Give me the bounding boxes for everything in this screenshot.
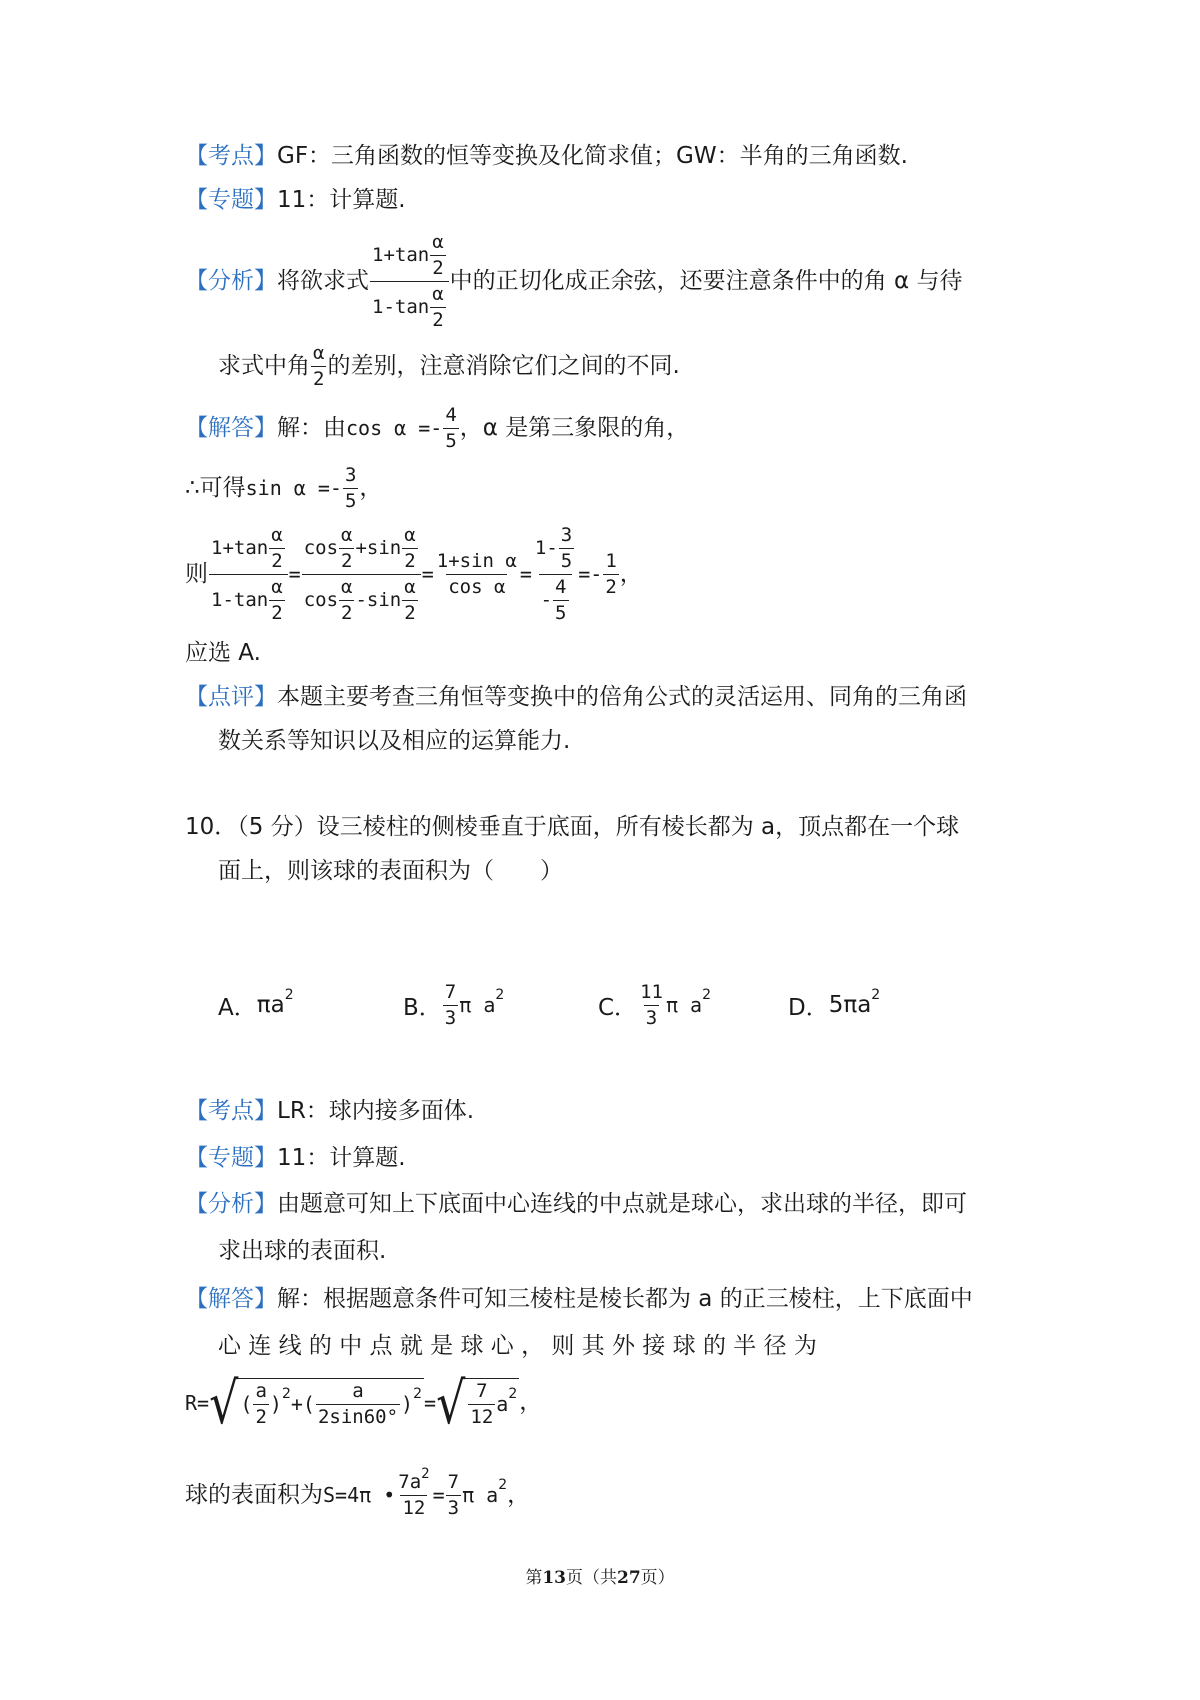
five: 5: [555, 601, 567, 624]
cos-text: cos: [303, 588, 339, 611]
kaodian-line-1: [185, 145, 908, 168]
fenxi-line2-pre: 求式中角: [218, 352, 310, 379]
frac-num-text: 1+tan: [211, 536, 269, 559]
sup: 2: [281, 1386, 291, 1403]
alpha: α: [404, 524, 416, 546]
two: 2: [404, 601, 416, 624]
a-over-2sin60: [316, 1381, 400, 1428]
jieda-text2: 心 连 线 的 中 点 就 是 球 心 ， 则 其 外 接 球 的 半 径 为: [218, 1333, 817, 1359]
tan-fraction: [209, 525, 288, 624]
seven: 7: [476, 1380, 488, 1402]
two: 2: [404, 549, 416, 572]
choice-b-fraction: [443, 982, 458, 1029]
three: 3: [447, 1496, 460, 1519]
cos-sin-fraction: [302, 525, 421, 624]
equals: =: [424, 1390, 437, 1415]
radical-sign: √: [436, 1369, 466, 1437]
half-angle: [430, 284, 445, 331]
sqrt-1: [209, 1369, 424, 1437]
seven: 7: [447, 1471, 460, 1493]
zhuanti-tag: 【专题】: [185, 187, 277, 213]
fenxi-text: 由题意可知上下底面中心连线的中点就是球心，求出球的半径，即可: [277, 1191, 967, 1217]
fenxi-line-2: [218, 343, 680, 390]
two: 2: [271, 601, 283, 624]
zhuanti-line-2: [185, 1147, 406, 1170]
choice-d-label: D．: [788, 994, 829, 1021]
equation-chain: [185, 525, 643, 624]
three: 3: [560, 524, 573, 546]
twelve: 12: [402, 1496, 426, 1519]
kaodian-text: GF：三角函数的恒等变换及化简求值；GW：半角的三角函数.: [277, 143, 908, 169]
numeric-fraction: [533, 525, 577, 624]
choice-c-fraction: [638, 982, 665, 1029]
jieda-line-2a: [185, 1288, 973, 1311]
one-plus-sin: 1+sin α: [436, 549, 517, 572]
comma: ，: [519, 1389, 543, 1416]
jieda-text: 解：根据题意条件可知三棱柱是棱长都为 a 的正三棱柱，上下底面中: [277, 1286, 973, 1312]
five: 5: [560, 549, 573, 572]
equals: =: [432, 1483, 445, 1508]
alpha: α: [404, 575, 416, 598]
surface-pre: 球的表面积为: [185, 1481, 323, 1508]
radical-sign: √: [209, 1369, 239, 1437]
plus: +: [290, 1392, 303, 1417]
frac-den-text: 1-tan: [372, 295, 430, 318]
equals: =: [519, 562, 532, 587]
num: 7: [444, 981, 457, 1003]
choice-b-label: B．: [403, 994, 442, 1021]
one-half: [603, 551, 618, 598]
jieda-tag: 【解答】: [185, 414, 277, 441]
ze: 则: [185, 560, 208, 587]
alpha: α: [432, 231, 444, 253]
lparen: (: [302, 1392, 315, 1417]
one: 1: [605, 549, 617, 572]
five: 5: [344, 489, 357, 512]
therefore: ∴可得: [185, 474, 246, 501]
two: 2: [341, 549, 353, 572]
cos-alpha: cos α: [448, 575, 506, 598]
result-post: ，: [619, 560, 643, 587]
jieda-tag: 【解答】: [185, 1286, 277, 1312]
choice-c[interactable]: [598, 982, 788, 1029]
kaodian-line-2: [185, 1100, 474, 1123]
num: 11: [640, 981, 663, 1003]
sqrt-body: [465, 1378, 519, 1428]
choice-a-text: πa: [256, 992, 285, 1019]
choice-c-label: C．: [598, 994, 638, 1021]
frac-num-text: 1+tan: [372, 243, 430, 266]
three: 3: [344, 464, 357, 486]
fenxi-line-1: [185, 232, 962, 331]
jieda-line-1: [185, 405, 689, 452]
choice-d[interactable]: [788, 989, 880, 1022]
alpha: α: [432, 282, 444, 305]
a: a: [352, 1380, 364, 1402]
equals: =: [288, 562, 301, 587]
equals: =: [421, 562, 434, 587]
fenxi-text2: 求出球的表面积.: [218, 1238, 387, 1264]
fenxi-line2-post: 的差别，注意消除它们之间的不同.: [327, 352, 680, 379]
choice-b[interactable]: [403, 982, 598, 1029]
a-over-2: [253, 1381, 268, 1428]
zhuanti-line-1: [185, 189, 406, 212]
jieda-pre: 解：由: [277, 414, 346, 441]
sqrt-2: [436, 1369, 519, 1437]
one-minus: 1-: [534, 536, 558, 559]
seven-a: 7a: [398, 1471, 422, 1493]
choice-d-text: 5πa: [828, 992, 872, 1019]
dianping-text: 本题主要考查三角恒等变换中的倍角公式的灵活运用、同角的三角函: [277, 684, 967, 710]
a: a: [255, 1380, 267, 1402]
yingxuan: 应选 A.: [185, 640, 261, 666]
dianping-text2: 数关系等知识以及相应的运算能力.: [218, 728, 571, 754]
sin-line: [185, 465, 382, 512]
cos-text: cos: [303, 536, 339, 559]
two: 2: [432, 308, 444, 331]
seven-thirds: [446, 1472, 461, 1519]
zhuanti-tag: 【专题】: [185, 1145, 277, 1171]
choices-row: [218, 982, 1038, 1029]
neg: -: [540, 588, 553, 611]
alpha: α: [271, 524, 283, 546]
sup: 2: [498, 1477, 508, 1494]
two: 2: [605, 575, 617, 598]
alpha: α: [341, 524, 353, 546]
four-fifths: [443, 405, 458, 452]
zhuanti-text: 11：计算题.: [277, 187, 406, 213]
kaodian-tag: 【考点】: [185, 1098, 277, 1124]
footer-pre: 第: [525, 1568, 543, 1588]
sqrt-body: [238, 1378, 424, 1428]
choice-a-label: A．: [218, 994, 257, 1021]
plus-sin-text: +sin: [355, 536, 402, 559]
rparen: ): [269, 1392, 282, 1417]
pi-a: π a: [462, 1483, 499, 1508]
seven-twelfths: [468, 1381, 495, 1428]
two: 2: [255, 1405, 267, 1428]
seven-a2-over-12: [396, 1466, 431, 1519]
q10-stem: 10．（5 分）设三棱柱的侧棱垂直于底面，所有棱长都为 a，顶点都在一个球: [185, 814, 960, 840]
surface-formula: [185, 1466, 531, 1519]
footer-post: 页）: [640, 1568, 675, 1588]
four: 4: [555, 575, 567, 598]
dianping-line-1: [185, 686, 967, 709]
two: 2: [313, 367, 325, 390]
zhuanti-text: 11：计算题.: [277, 1145, 406, 1171]
two: 2: [341, 601, 353, 624]
sup: 2: [421, 1466, 430, 1482]
jieda-line-2b: [218, 1335, 817, 1358]
sup: 2: [413, 1386, 423, 1403]
jieda-post: ，α 是第三象限的角，: [459, 414, 690, 441]
half-angle: [311, 343, 326, 390]
two-sin60: 2sin60°: [317, 1405, 399, 1428]
alpha: α: [341, 575, 353, 598]
r-eq: R=: [185, 1390, 210, 1415]
page-number: 13: [542, 1568, 566, 1588]
footer-mid: 页（共: [566, 1568, 617, 1588]
s-eq: S=4π •: [323, 1483, 396, 1508]
half-angle: [402, 577, 417, 624]
minus-sin-text: -sin: [355, 588, 402, 611]
radius-formula: [185, 1369, 543, 1437]
fenxi-post: 中的正切化成正余弦，还要注意条件中的角 α 与待: [449, 267, 963, 294]
three-fifths: [343, 465, 358, 512]
choice-a-sup: 2: [284, 987, 294, 1004]
dianping-tag: 【点评】: [185, 684, 277, 710]
two: 2: [271, 549, 283, 572]
fenxi-line-2b: [218, 1240, 386, 1263]
comma: ，: [359, 474, 383, 501]
fenxi-tag: 【分析】: [185, 267, 277, 294]
q10-stem2: 面上，则该球的表面积为（ ）: [218, 858, 563, 884]
half-angle: [339, 525, 354, 572]
alpha: α: [271, 575, 283, 598]
kaodian-text: LR：球内接多面体.: [277, 1098, 475, 1124]
lparen: (: [240, 1392, 253, 1417]
half-angle: [269, 577, 284, 624]
yingxuan-line: [185, 642, 261, 665]
fenxi-pre: 将欲求式: [277, 267, 369, 294]
result-pre: =-: [578, 562, 603, 587]
rparen: ): [401, 1392, 414, 1417]
sin-cos-fraction: [435, 551, 519, 598]
half-angle: [269, 525, 284, 572]
den: 3: [645, 1006, 658, 1029]
den: 3: [444, 1006, 457, 1029]
question-10-stem: [185, 816, 959, 839]
four-fifths: [553, 577, 568, 624]
two: 2: [432, 256, 444, 279]
comma: ，: [507, 1481, 531, 1508]
sup: 2: [702, 987, 711, 1004]
half-angle: [402, 525, 417, 572]
half-angle: [430, 232, 445, 279]
twelve: 12: [470, 1405, 494, 1428]
page-footer: [0, 1563, 1200, 1588]
a: a: [496, 1392, 509, 1417]
fenxi-line-2a: [185, 1193, 967, 1216]
pi-a: π a: [459, 993, 496, 1018]
choice-a[interactable]: [218, 989, 403, 1022]
sup: 2: [495, 987, 505, 1004]
three-fifths: [559, 525, 574, 572]
four: 4: [445, 404, 457, 426]
dianping-line-2: [218, 730, 570, 753]
question-10-stem-2: [218, 860, 563, 883]
five: 5: [445, 429, 457, 452]
half-angle: [339, 577, 354, 624]
sup: 2: [508, 1386, 518, 1403]
total-pages: 27: [617, 1568, 641, 1588]
alpha: α: [313, 342, 325, 364]
choice-d-sup: 2: [871, 987, 881, 1004]
sin-expr: sin α =-: [245, 476, 342, 501]
kaodian-tag: 【考点】: [185, 143, 277, 169]
fenxi-tag: 【分析】: [185, 1191, 277, 1217]
frac-den-text: 1-tan: [211, 588, 269, 611]
cos-expr: cos α =-: [346, 416, 443, 441]
expr-fraction: [370, 232, 449, 331]
pi-a: π a: [665, 993, 703, 1018]
